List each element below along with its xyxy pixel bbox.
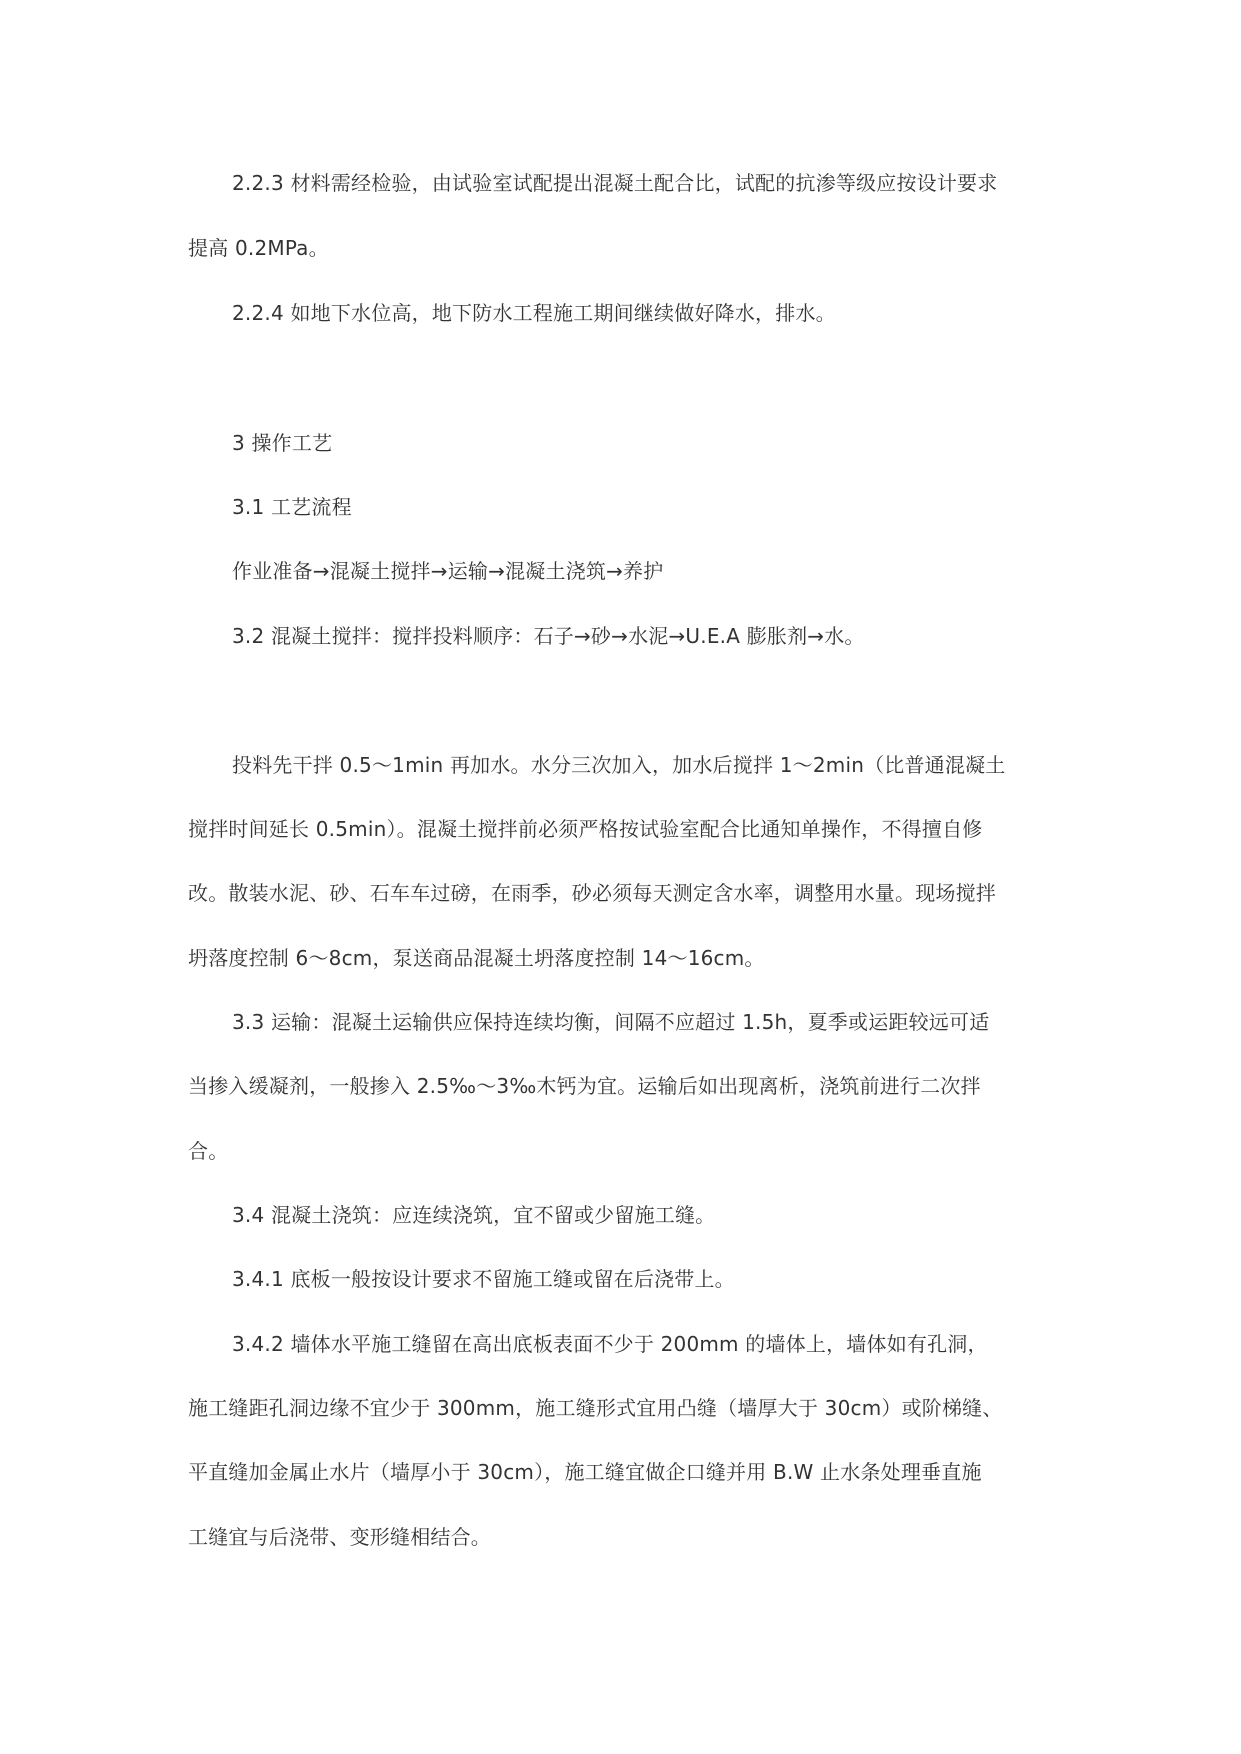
- paragraph-3-4: 3.4 混凝土浇筑：应连续浇筑，宜不留或少留施工缝。: [232, 1203, 716, 1227]
- paragraph-3-2: 3.2 混凝土搅拌：搅拌投料顺序：石子→砂→水泥→U.E.A 膨胀剂→水。: [232, 624, 865, 648]
- paragraph-3-4-2-line-2: 施工缝距孔洞边缘不宜少于 300mm，施工缝形式宜用凸缝（墙厚大于 30cm）或阶梯缝、: [188, 1396, 1003, 1420]
- paragraph-mixing-line-2: 搅拌时间延长 0.5min）。混凝土搅拌前必须严格按试验室配合比通知单操作，不得擅自修: [188, 817, 983, 841]
- paragraph-3-3-line-2: 当掺入缓凝剂，一般掺入 2.5‰～3‰木钙为宜。运输后如出现离析，浇筑前进行二次拌: [188, 1074, 981, 1098]
- paragraph-mixing-line-3: 改。散装水泥、砂、石车车过磅，在雨季，砂必须每天测定含水率，调整用水量。现场搅拌: [188, 881, 996, 905]
- section-heading-3-1: 3.1 工艺流程: [232, 495, 352, 519]
- paragraph-mixing-line-1: 投料先干拌 0.5～1min 再加水。水分三次加入，加水后搅拌 1～2min（比普通混凝土: [232, 753, 1006, 777]
- paragraph-mixing-line-4: 坍落度控制 6～8cm，泵送商品混凝土坍落度控制 14～16cm。: [188, 946, 765, 970]
- process-flow: 作业准备→混凝土搅拌→运输→混凝土浇筑→养护: [232, 559, 664, 583]
- paragraph-2-2-3-line-1: 2.2.3 材料需经检验，由试验室试配提出混凝土配合比，试配的抗渗等级应按设计要求: [232, 171, 998, 195]
- paragraph-3-3-line-3: 合。: [188, 1139, 229, 1163]
- paragraph-3-4-2-line-3: 平直缝加金属止水片（墙厚小于 30cm），施工缝宜做企口缝并用 B.W 止水条处理垂直施: [188, 1460, 982, 1484]
- paragraph-3-4-1: 3.4.1 底板一般按设计要求不留施工缝或留在后浇带上。: [232, 1267, 735, 1291]
- paragraph-2-2-4: 2.2.4 如地下水位高，地下防水工程施工期间继续做好降水，排水。: [232, 301, 836, 325]
- paragraph-3-4-2-line-4: 工缝宜与后浇带、变形缝相结合。: [188, 1525, 491, 1549]
- paragraph-2-2-3-line-2: 提高 0.2MPa。: [188, 236, 329, 260]
- section-heading-3: 3 操作工艺: [232, 431, 333, 455]
- paragraph-3-4-2-line-1: 3.4.2 墙体水平施工缝留在高出底板表面不少于 200mm 的墙体上，墙体如有孔洞，: [232, 1332, 988, 1356]
- paragraph-3-3-line-1: 3.3 运输：混凝土运输供应保持连续均衡，间隔不应超过 1.5h，夏季或运距较远可适: [232, 1010, 990, 1034]
